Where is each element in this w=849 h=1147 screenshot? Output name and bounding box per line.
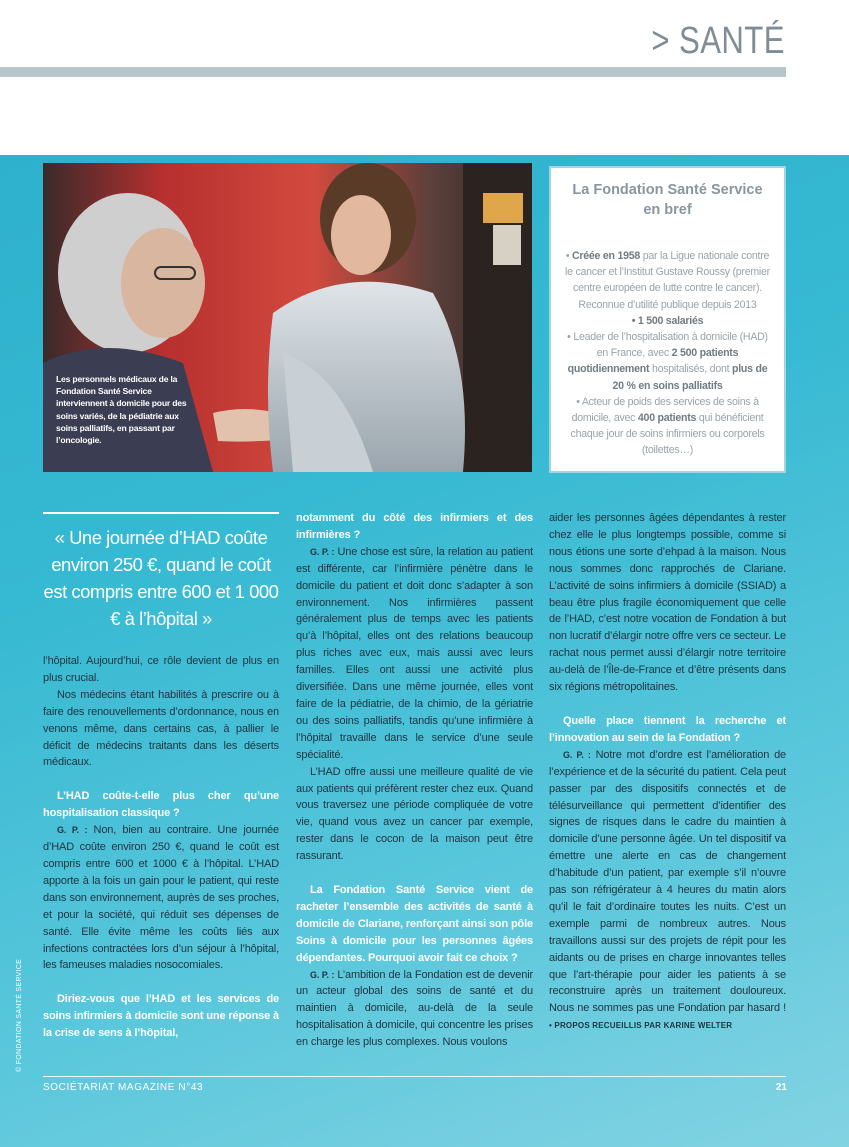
fact-item: • Leader de l’hospitalisation à domicile (HAD) en France, avec 2 500 patients quotidiennement hospitalisés, dont plus de 20 % en soins palliatifs [567,331,768,392]
text-column-1 [43,653,279,1042]
paragraph: l’hôpital. Aujourd’hui, ce rôle devient de plus en plus crucial. [43,655,279,684]
paragraph: L’HAD offre aussi une meilleure qualité de vie aux patients qui préfèrent rester chez eux. Quand vous traversez une période compliquée de votre vie, quand vous avez un cancer par exemple, rester dans le cocon de la maison peut être rassurant. [296,765,533,863]
fact-box-title: La Fondation Santé Service en bref [572,182,763,218]
interview-answer: aider les personnes âgées dépendantes à rester chez elle le plus longtemps possible, comme si nous étions une sorte d’ehpad à la maison. Nous nous sommes donc rapprochés de Clariane. L’activité de soins infirmiers à domicile (SSIAD) a beau être plus fragile économiquement que celle de l’HAD, c’est notre vocation de Fondation à but non lucratif d’élargir notre offre vers ce secteur. Le rachat nous permet aussi d’élargir notre territoire au-delà de l’Île-de-France et d’être présents dans six régions métropolitaines. [549,512,786,694]
fact-item: • Créée en 1958 par la Ligue nationale contre le cancer et l’Institut Gustave Roussy (premier centre européen de lutte contre le cancer). Reconnue d’utilité publique depuis 2013 [565,250,770,311]
interview-question: Quelle place tiennent la recherche et l’innovation au sein de la Fondation ? [549,714,786,744]
text-column-3 [549,510,786,1035]
interview-answer: G. P. : Non, bien au contraire. Une journée d’HAD coûte environ 250 €, quand le coût est compris entre 600 et 1000 € à l’hôpital. L’HAD apporte à la fois un gain pour le patient, qui reste dans son environnement, auprès de ses proches, et pour la société, qui réduit ses dépenses de santé. Elle évite même les coûts liés aux infections contractées lors d’un séjour à l’hôpital, les fameuses maladies nosocomiales. [43,824,279,972]
section-title: > SANTÉ [651,20,785,62]
interview-answer: G. P. : Notre mot d’ordre est l’amélioration de l’expérience et de la sécurité du patient. Cela peut passer par des dispositifs connectés et de télésurveillance qui permettent d’identifier des signes de risques dans le cadre du maintien à domicile d’une personne âgée. Un tel dispositif va émettre une alerte en cas de changement d’habitude d’un patient, par exemple s’il n’ouvre pas son réfrigérateur à 4 heures du matin alors qu’il le fait d’ordinaire toutes les nuits. C’est un exemple parmi de nombreux autres. Nous travaillons aussi sur des projets de répit pour les aidants ou de prises en charge innovantes telles que l’art-thérapie pour aider les patients à se reconstruire après un traitement douloureux. Nous ne sommes pas une Fondation par hasard ! • PROPOS RECUEILLIS PAR KARINE WELTER [549,748,787,1031]
author-signature: • PROPOS RECUEILLIS PAR KARINE WELTER [549,1021,733,1031]
fact-box [549,166,786,473]
fact-item: • Acteur de poids des services de soins à domicile, avec 400 patients qui bénéficient chaque jour de soins infirmiers ou corporels (toilettes…) [570,395,765,457]
interview-question: La Fondation Santé Service vient de racheter l’ensemble des activités de santé à domicile de Clariane, renforçant ainsi son pôle Soins à domicile pour les personnes âgées dépendantes. Pourquoi avoir fait ce choix ? [296,884,533,964]
interview-answer: G. P. : L’ambition de la Fondation est de devenir un acteur global des soins de santé et du maintien à domicile, au-delà de la seule hospitalisation à domicile, qui concentre les prises en charge les plus complexes. Nous voulons [296,968,533,1049]
interview-question: L’HAD coûte-t-elle plus cher qu’une hospitalisation classique ? [43,790,279,820]
photo-caption: Les personnels médicaux de la Fondation Santé Service interviennent à domicile pour des soins variés, de la pédiatrie aux soins palliatifs, en passant par l’oncologie. [56,374,187,446]
footer-rule [43,1076,786,1077]
photo-credit: © FONDATION SANTÉ SERVICE [16,958,23,1072]
text-column-2 [296,510,533,1051]
header-rule [0,67,786,77]
fact-box-list [563,248,772,459]
interview-question: notamment du côté des infirmiers et des infirmières ? [296,512,533,541]
page-number: 21 [775,1082,787,1093]
pull-quote: « Une journée d’HAD coûte environ 250 €, quand le coût est compris entre 600 et 1 000 € à l’hôpital » [43,512,279,632]
fact-item: • 1 500 salariés [631,314,704,327]
paragraph: Nos médecins étant habilités à prescrire ou à faire des renouvellements d’ordonnance, nous en venons même, dans certains cas, à pallier le déficit de médecins traitants dans les déserts médicaux. [43,688,279,769]
interview-answer: G. P. : Une chose est sûre, la relation au patient est différente, car l’infirmière pénètre dans le domicile du patient et doit donc s’adapter à son environnement. Nos infirmières passent généralement plus de temps avec les patients qu’à l’hôpital, elles ont des relations beaucoup plus riches avec eux, mais aussi avec leurs familles. Elles ont aussi une activité plus diversifiée. Dans une même journée, elles vont faire de la pédiatrie, de la chimio, de la gériatrie ou des soins palliatifs, tandis qu’une infirmière à l’hôpital travaille dans le service d’une seule spécialité. [296,545,534,761]
magazine-name: SOCIÉTARIAT MAGAZINE N°43 [43,1082,204,1093]
interview-question: Diriez-vous que l’HAD et les services de soins infirmiers à domicile sont une réponse à la crise de sens à l’hôpital, [43,993,279,1040]
